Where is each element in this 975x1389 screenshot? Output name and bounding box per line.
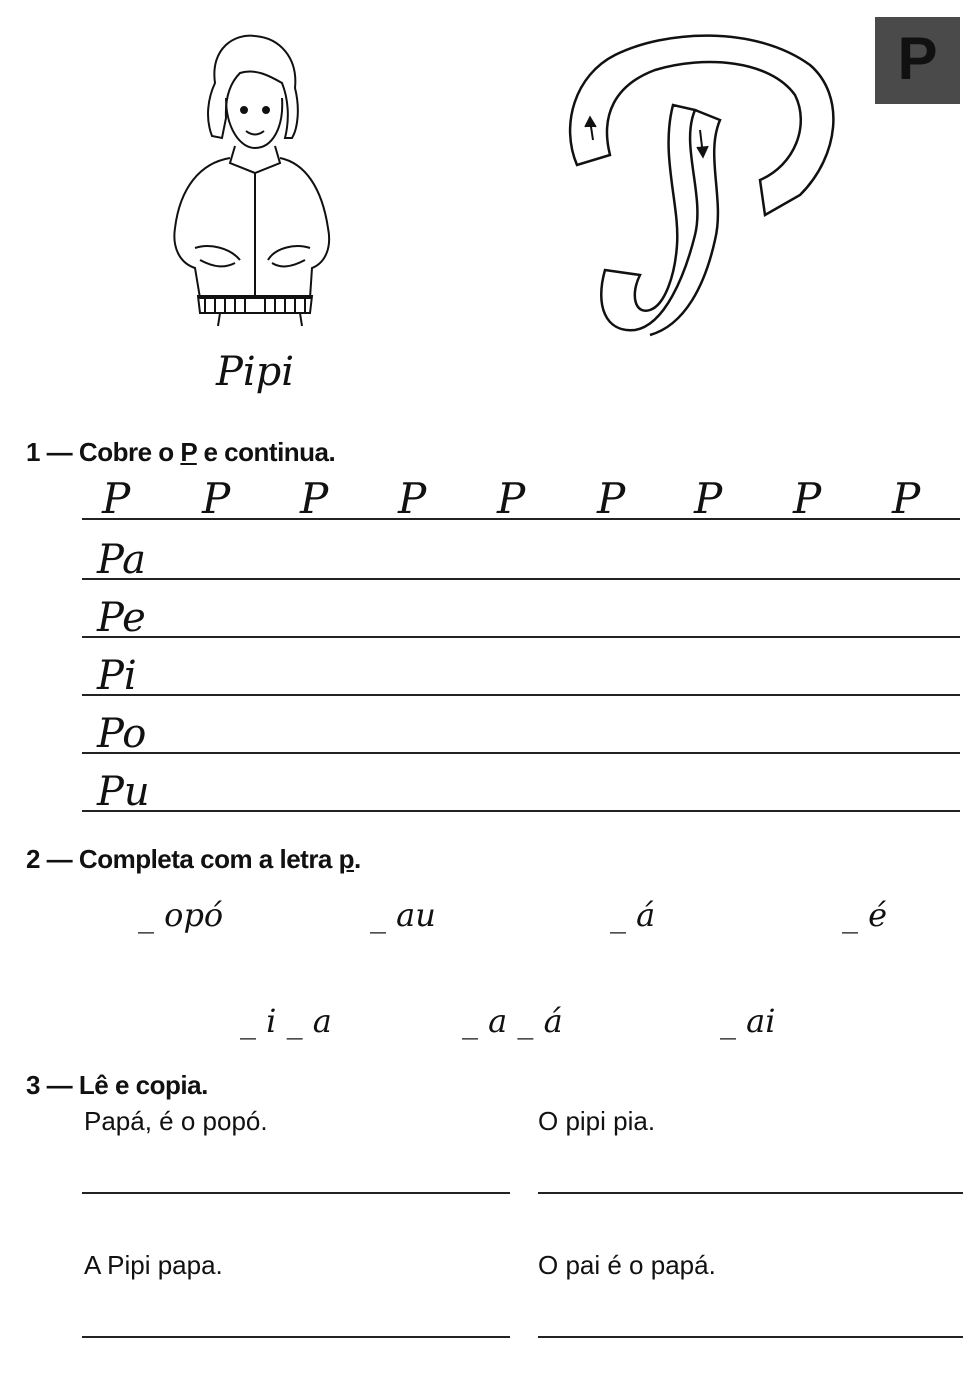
copy-line[interactable]: [82, 1336, 510, 1338]
fill-in-item[interactable]: _ au: [370, 896, 436, 934]
trace-letter: P: [398, 474, 427, 523]
cursive-p-tracing-guide: [555, 25, 845, 345]
writing-line[interactable]: [82, 694, 960, 696]
exercise-2-heading: [26, 844, 361, 874]
exercise-3-heading: [26, 1070, 208, 1100]
fill-in-item[interactable]: _ opó: [138, 896, 224, 934]
writing-line[interactable]: [82, 578, 960, 580]
fill-in-item[interactable]: _ i _ a: [240, 1002, 332, 1040]
exercise-2-title-before: Completa com a letra: [78, 844, 332, 874]
girl-illustration: [160, 28, 340, 328]
illustration-caption: Pipi: [215, 349, 295, 395]
exercise-2-title-letter: p: [338, 844, 355, 874]
exercise-1-number: 1 —: [26, 437, 73, 467]
copy-sentence: A Pipi papa.: [84, 1250, 223, 1280]
syllable-po: Po: [97, 711, 147, 757]
trace-letter: P: [793, 474, 822, 523]
trace-letter: P: [694, 474, 723, 523]
trace-letter: P: [202, 474, 231, 523]
trace-letter: P: [102, 474, 131, 523]
copy-line[interactable]: [82, 1192, 510, 1194]
exercise-1-heading: [26, 437, 335, 467]
writing-line[interactable]: [82, 752, 960, 754]
exercise-2-title-after: .: [354, 844, 361, 874]
exercise-1-title-before: Cobre o: [78, 437, 174, 467]
syllable-pu: Pu: [97, 769, 150, 815]
fill-in-item[interactable]: _ a _ á: [462, 1002, 563, 1040]
exercise-2-number: 2 —: [26, 844, 73, 874]
copy-line[interactable]: [538, 1336, 963, 1338]
exercise-1-title-after: e continua.: [203, 437, 336, 467]
copy-sentence: O pai é o papá.: [538, 1250, 716, 1280]
trace-letter: P: [597, 474, 626, 523]
exercise-3-number: 3 —: [26, 1070, 73, 1100]
syllable-pe: Pe: [97, 595, 146, 641]
letter-badge-text: P: [897, 25, 938, 92]
letter-badge: [875, 17, 960, 104]
syllable-pi: Pi: [97, 653, 137, 699]
writing-line[interactable]: [82, 810, 960, 812]
trace-letter: P: [892, 474, 921, 523]
fill-in-item[interactable]: _ é: [842, 896, 888, 934]
writing-line[interactable]: [82, 636, 960, 638]
exercise-3-title: Lê e copia.: [78, 1070, 208, 1100]
trace-letter: P: [497, 474, 526, 523]
copy-sentence: Papá, é o popó.: [84, 1106, 268, 1136]
trace-letter: P: [300, 474, 329, 523]
copy-line[interactable]: [538, 1192, 963, 1194]
copy-sentence: O pipi pia.: [538, 1106, 656, 1136]
syllable-pa: Pa: [97, 537, 146, 583]
writing-line[interactable]: [82, 518, 960, 520]
fill-in-item[interactable]: _ á: [610, 896, 656, 934]
exercise-1-title-letter: P: [180, 437, 197, 467]
fill-in-item[interactable]: _ ai: [720, 1002, 776, 1040]
